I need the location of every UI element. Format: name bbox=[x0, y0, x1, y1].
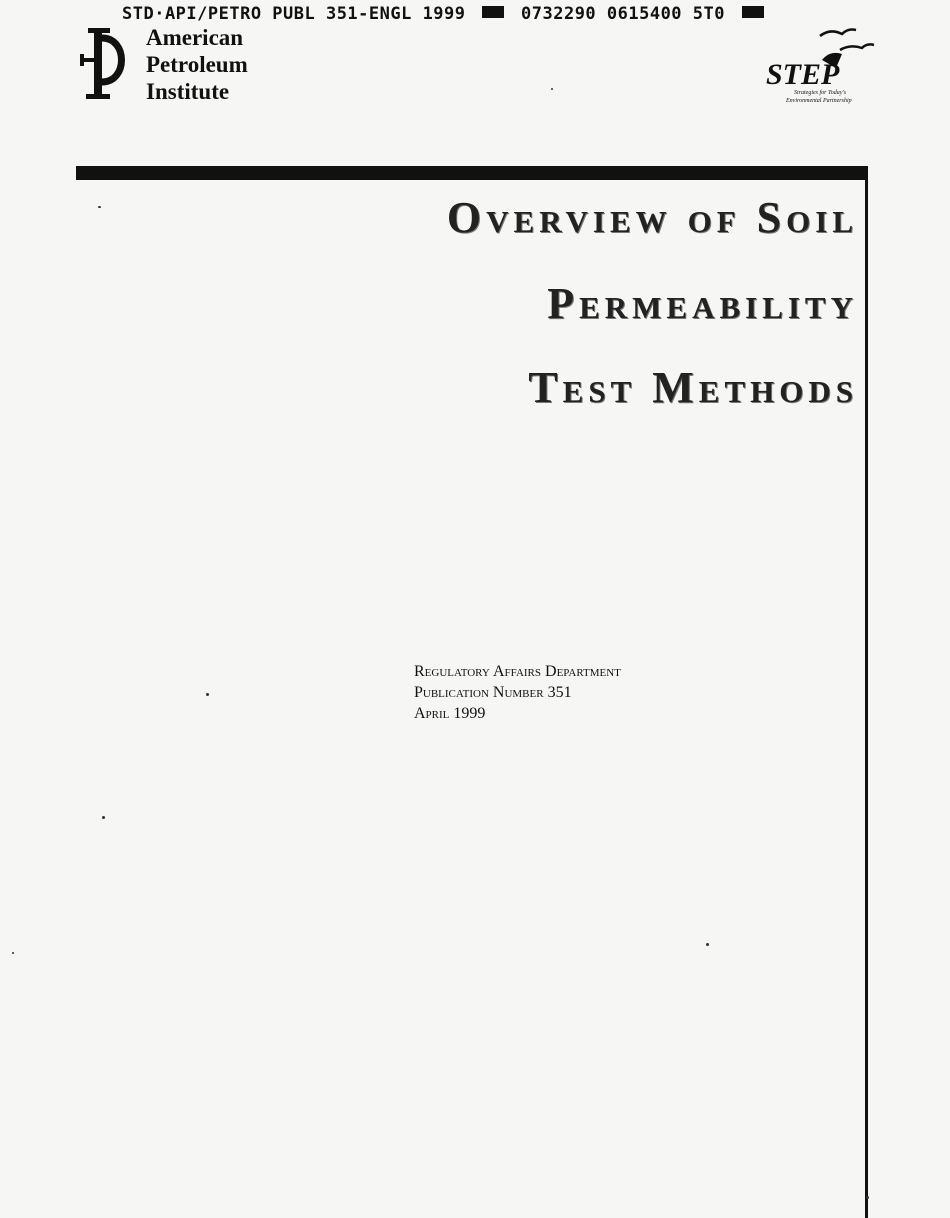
title-line-3: Test Methods bbox=[528, 363, 858, 412]
scan-speck bbox=[206, 693, 209, 696]
publisher-name-line-3: Institute bbox=[146, 79, 230, 104]
right-margin-rule bbox=[865, 166, 868, 1218]
department-label: Regulatory Affairs Department bbox=[414, 663, 621, 680]
publisher-name bbox=[146, 24, 248, 105]
scan-speck bbox=[866, 1196, 869, 1199]
scan-speck bbox=[98, 206, 101, 208]
scan-speck bbox=[551, 88, 553, 90]
title-line-1: Overview of Soil bbox=[446, 193, 858, 242]
stamp-block-mark-end bbox=[742, 6, 764, 18]
stamp-left-text: STD·API/PETRO PUBL 351-ENGL 1999 bbox=[122, 4, 466, 24]
scan-speck bbox=[12, 952, 14, 954]
publication-date: April 1999 bbox=[414, 705, 486, 722]
step-tagline-line-1: Strategies for Today's bbox=[794, 90, 847, 96]
publication-info bbox=[414, 661, 621, 724]
stamp-middle-text: 0732290 0615400 5T0 bbox=[521, 4, 725, 24]
scan-speck bbox=[102, 816, 105, 819]
publisher-name-line-2: Petroleum bbox=[146, 52, 248, 77]
step-wordmark: STEP bbox=[766, 58, 840, 91]
publication-number: Publication Number 351 bbox=[414, 684, 572, 701]
scan-speck bbox=[706, 943, 709, 946]
title-line-2: Permeability bbox=[547, 279, 858, 328]
title-rule-bar bbox=[76, 166, 867, 180]
api-logo-icon bbox=[78, 24, 128, 104]
document-id-stamp bbox=[122, 4, 770, 24]
stamp-block-mark bbox=[482, 6, 504, 18]
step-tagline-line-2: Environmental Partnership bbox=[786, 98, 852, 104]
step-logo-icon bbox=[758, 24, 878, 108]
publisher-name-line-1: American bbox=[146, 25, 244, 50]
